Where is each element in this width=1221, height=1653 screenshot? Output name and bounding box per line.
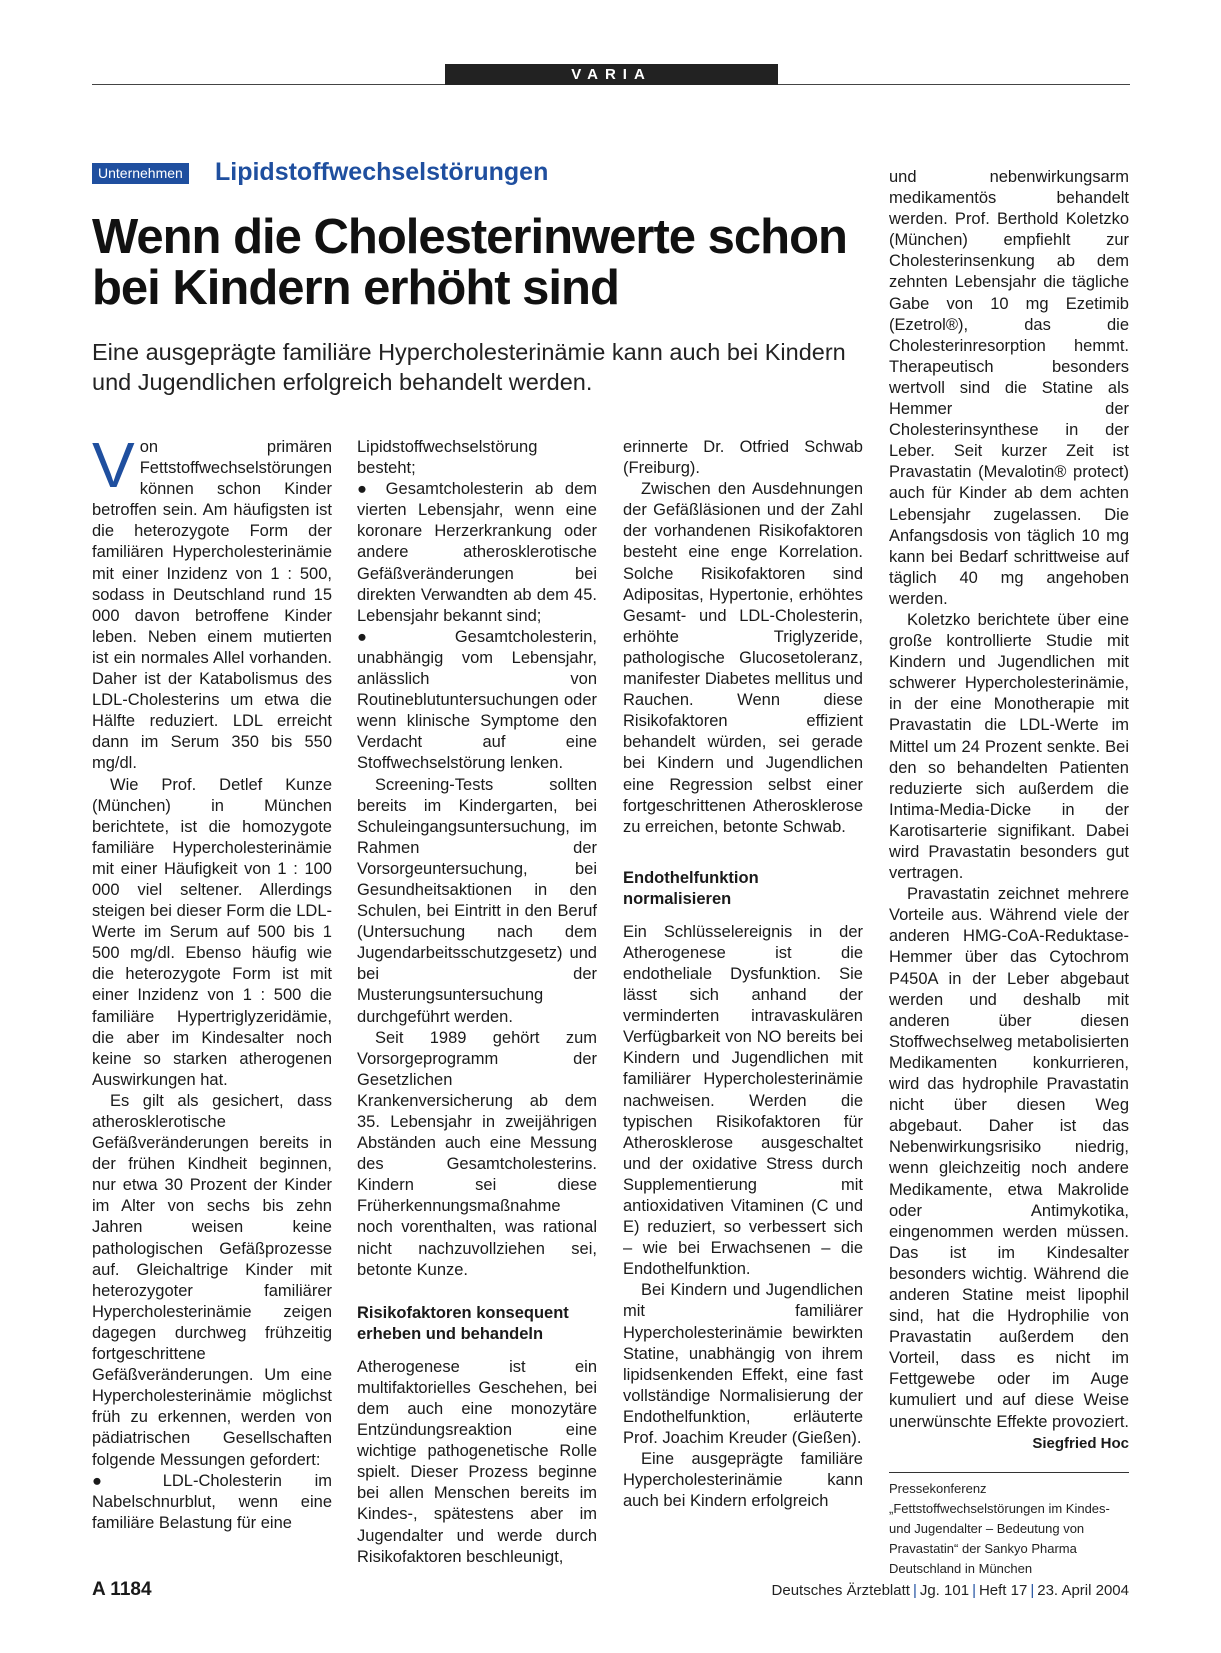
footer-separator: | bbox=[972, 1582, 976, 1599]
section-heading: Risikofaktoren konsequent erheben und behandeln bbox=[357, 1303, 569, 1343]
category-badge: Unternehmen bbox=[92, 163, 189, 184]
bullet-item: ● Gesamtcholesterin ab dem vierten Lebensjahr, wenn eine koronare Herzerkrankung oder andere atherosklerotische Gefäßveränderungen bei direkten Verwandten ab dem 45. Lebensjahr bekannt sind; bbox=[357, 480, 597, 625]
text-column-1 bbox=[92, 429, 332, 1534]
paragraph: Ein Schlüsselereignis in der Atherogenese ist die endotheliale Dysfunktion. Sie lässt sich anhand der verminderten intravaskulären Verfügbarkeit von NO bereits bei Kindern und Jugendlichen mit familiärer Hypercholesterinämie nachweisen. Werden die typischen Risikofaktoren für Atherosklerose ausgeschaltet und der oxidative Stress durch Supplementierung mit antioxidativen Vitaminen (C und E) reduziert, so verbessert sich – wie bei Erwachsenen – die Endothelfunktion. bbox=[623, 922, 863, 1279]
bullet-item: ● LDL-Cholesterin im Nabelschnurblut, wenn eine familiäre Belastung für eine bbox=[92, 1471, 332, 1532]
section-label: VARIA bbox=[445, 64, 778, 85]
footer-separator: | bbox=[1030, 1582, 1035, 1599]
section-heading: Endothelfunktion normalisieren bbox=[623, 868, 759, 908]
paragraph: Wie Prof. Detlef Kunze (München) in München berichtete, ist die homozygote familiäre Hypercholesterinämie mit einer Häufigkeit von 1 : 100 000 viel seltener. Allerdings steigen bei dieser Form die LDL-Werte im Serum auf 500 bis 1 500 mg/dl. Ebenso häufig wie die heterozygote Form ist mit einer Inzidenz von 1 : 500 die familiäre Hypertriglyzeridämie, die aber im Kindesalter noch keine so starken atherogenen Auswirkungen hat. bbox=[92, 775, 332, 1089]
journal-issue: Heft 17 bbox=[978, 1582, 1028, 1599]
journal-date: 23. April 2004 bbox=[1037, 1582, 1129, 1599]
article-subheadline: Eine ausgeprägte familiäre Hypercholesterinämie kann auch bei Kindern und Jugendlichen erfolgreich behandelt werden. bbox=[92, 339, 846, 395]
author-signature: Siegfried Hoc bbox=[1032, 1434, 1129, 1452]
paragraph-text: Pravastatin zeichnet mehrere Vorteile aus. Während viele der anderen HMG-CoA-Reduktase-Hemmer über das Cytochrom P450A in der Leber abgebaut werden und deshalb mit anderen über diesen Stoffwechselweg metabolisierten Medikamenten konkurrieren, wird das hydrophile Pravastatin nicht über diesen Weg abgebaut. Daher ist das Nebenwirkungsrisiko niedrig, wenn gleichzeitig noch andere Medikamente, etwa Makrolide oder Antimykotika, eingenommen werden müssen. Das ist im Kindesalter besonders wichtig. Während die anderen Statine meist lipophil sind, hat die Hydrophilie von Pravastatin außerdem den Vorteil, dass es nicht im Fettgewebe oder im Auge kumuliert und auf diese Weise unerwünschte Effekte provoziert. bbox=[889, 885, 1129, 1431]
paragraph: Es gilt als gesichert, dass atherosklerotische Gefäßveränderungen bereits in der frühen Kindheit beginnen, nur etwa 30 Prozent der Kinder im Alter von sechs bis zehn Jahren weisen keine pathologischen Gefäßprozesse auf. Gleichaltrige Kinder mit heterozygoter familiärer Hypercholesterinämie zeigen dagegen durchweg frühzeitig fortgeschrittene Gefäßveränderungen. Um eine Hypercholesterinämie möglichst früh zu erkennen, werden von pädiatrischen Gesellschaften folgende Messungen gefordert: bbox=[92, 1091, 332, 1469]
paragraph-text: on primären Fettstoffwechselstörungen können schon Kinder betroffen sein. Am häufigsten ist die heterozygote Form der familiären Hypercholesterinämie mit einer Inzidenz von 1 : 500, sodass in Deutschland rund 15 000 davon betroffene Kinder leben. Neben einem mutierten ist ein normales Allel vorhanden. Daher ist der Katabolismus des LDL-Cholesterins um etwa die Hälfte reduziert. LDL erreicht dann im Serum 350 bis 550 mg/dl. bbox=[92, 438, 332, 773]
article-headline: Wenn die Cholesterinwerte schon bei Kindern erhöht sind bbox=[92, 210, 847, 315]
source-note: Pressekonferenz „Fettstoffwechselstörungen im Kindes- und Jugendalter – Bedeutung von Pravastatin“ der Sankyo Pharma Deutschland in München bbox=[889, 1472, 1129, 1579]
paragraph: erinnerte Dr. Otfried Schwab (Freiburg). bbox=[623, 438, 863, 478]
drop-cap: V bbox=[92, 429, 135, 501]
paragraph: Screening-Tests sollten bereits im Kindergarten, bei Schuleingangsuntersuchung, im Rahmen der Vorsorgeuntersuchung, bei Gesundheitsaktionen in den Schulen, bei Eintritt in den Beruf (Untersuchung nach dem Jugendarbeitsschutzgesetz) und bei der Musterungsuntersuchung durchgeführt werden. bbox=[357, 775, 597, 1026]
journal-footer bbox=[772, 1582, 1129, 1599]
paragraph bbox=[92, 429, 332, 775]
journal-name: Deutsches Ärzteblatt bbox=[771, 1582, 910, 1599]
bullet-item: ● Gesamtcholesterin, unabhängig vom Lebensjahr, anlässlich von Routineblutuntersuchungen oder wenn klinische Symptome den Verdacht auf eine Stoffwechselstörung lenken. bbox=[357, 627, 597, 773]
paragraph: Koletzko berichtete über eine große kontrollierte Studie mit Kindern und Jugendlichen mit schwerer Hypercholesterinämie, in der eine Monotherapie mit Pravastatin die LDL-Werte im Mittel um 24 Prozent senkte. Bei den so behandelten Patienten reduzierte sich außerdem die Intima-Media-Dicke in der Karotisarterie signifikant. Dabei wird Pravastatin besonders gut vertragen. bbox=[889, 610, 1129, 883]
text-column-3 bbox=[623, 437, 863, 1512]
paragraph: Lipidstoffwechselstörung besteht; bbox=[357, 438, 538, 478]
paragraph: und nebenwirkungsarm medikamentös behandelt werden. Prof. Berthold Koletzko (München) empfiehlt zur Cholesterinsenkung ab dem zehnten Lebensjahr die tägliche Gabe von 10 mg Ezetimib (Ezetrol®), das die Cholesterinresorption hemmt. Therapeutisch besonders wertvoll sind die Statine als Hemmer der Cholesterinsynthese in der Leber. Seit kurzer Zeit ist Pravastatin (Mevalotin® protect) auch für Kinder ab dem achten Lebensjahr zugelassen. Die Anfangsdosis von täglich 10 mg kann bei Bedarf schrittweise auf täglich 40 mg angehoben werden. bbox=[889, 168, 1129, 608]
paragraph: Zwischen den Ausdehnungen der Gefäßläsionen und der Zahl der vorhandenen Risikofaktoren besteht eine enge Korrelation. Solche Risikofaktoren sind Adipositas, Hypertonie, erhöhtes Gesamt- und LDL-Cholesterin, erhöhte Triglyzeride, pathologische Glucosetoleranz, manifester Diabetes mellitus und Rauchen. Wenn diese Risikofaktoren effizient behandelt würden, sei gerade bei Kindern und Jugendlichen eine Regression selbst einer fortgeschrittenen Atherosklerose zu erreichen, betonte Schwab. bbox=[623, 480, 863, 836]
page-number: A 1184 bbox=[92, 1579, 152, 1600]
paragraph bbox=[889, 884, 1129, 1452]
paragraph: Seit 1989 gehört zum Vorsorgeprogramm der Gesetzlichen Krankenversicherung ab dem 35. Lebensjahr in zweijährigen Abständen auch eine Messung des Gesamtcholesterins. Kindern sei diese Früherkennungsmaßnahme noch vorenthalten, was rational nicht nachzuvollziehen sei, betonte Kunze. bbox=[357, 1028, 597, 1279]
footer-separator: | bbox=[912, 1582, 917, 1599]
article-kicker: Lipidstoffwechselstörungen bbox=[215, 158, 549, 186]
text-column-2 bbox=[357, 437, 597, 1568]
text-column-4 bbox=[889, 167, 1129, 1454]
journal-volume: Jg. 101 bbox=[919, 1582, 970, 1599]
paragraph: Bei Kindern und Jugendlichen mit familiärer Hypercholesterinämie bewirkten Statine, unabhängig von ihrem lipidsenkenden Effekt, eine fast vollständige Normalisierung der Endothelfunktion, erläuterte Prof. Joachim Kreuder (Gießen). bbox=[623, 1281, 863, 1448]
paragraph: Atherogenese ist ein multifaktorielles Geschehen, bei dem auch eine monozytäre Entzündungsreaktion eine wichtige pathogenetische Rolle spielt. Dieser Prozess beginne bei allen Menschen bereits im Kindes-, spätestens aber im Jugendalter und werde durch Risikofaktoren beschleunigt, bbox=[357, 1357, 597, 1566]
paragraph: Eine ausgeprägte familiäre Hypercholesterinämie kann auch bei Kindern erfolgreich bbox=[623, 1450, 863, 1511]
